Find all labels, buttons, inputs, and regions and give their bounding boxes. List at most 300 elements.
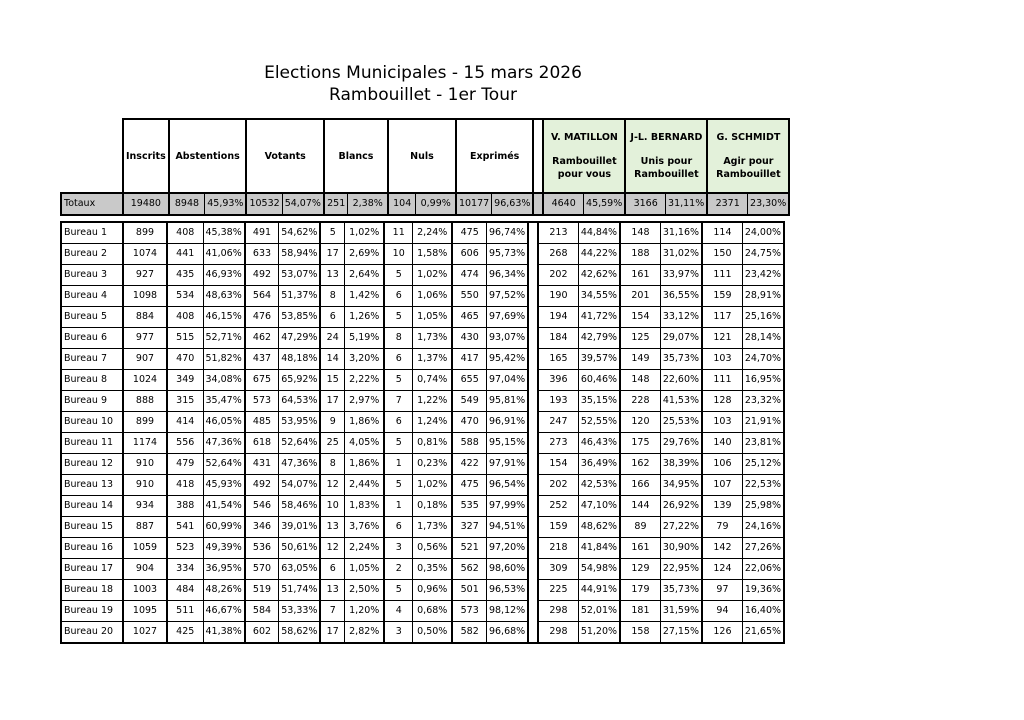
abstentions-pct: 46,67% — [203, 601, 245, 622]
column-gap — [528, 475, 538, 496]
bernard-votes: 179 — [620, 580, 660, 601]
bernard-votes: 144 — [620, 496, 660, 517]
abstentions-count: 408 — [167, 222, 203, 244]
matillon-pct: 51,20% — [578, 622, 620, 644]
votants-count: 462 — [245, 328, 279, 349]
bernard-votes: 120 — [620, 412, 660, 433]
schmidt-pct: 25,16% — [742, 307, 784, 328]
nuls-pct: 0,23% — [412, 454, 452, 475]
bureau-name: Bureau 6 — [61, 328, 123, 349]
nuls-count: 5 — [384, 433, 412, 454]
blancs-count: 13 — [320, 265, 344, 286]
column-gap — [528, 454, 538, 475]
bernard-votes: 149 — [620, 349, 660, 370]
bernard-votes: 129 — [620, 559, 660, 580]
bureau-name: Bureau 13 — [61, 475, 123, 496]
column-gap — [528, 496, 538, 517]
matillon-votes: 252 — [538, 496, 578, 517]
schmidt-pct: 21,65% — [742, 622, 784, 644]
bernard-votes: 161 — [620, 265, 660, 286]
blancs-pct: 1,05% — [344, 559, 384, 580]
bureau-name: Bureau 17 — [61, 559, 123, 580]
nuls-pct: 0,74% — [412, 370, 452, 391]
nuls-pct: 1,02% — [412, 475, 452, 496]
inscrits: 899 — [123, 222, 167, 244]
nuls-count: 10 — [384, 244, 412, 265]
exprimes-pct: 97,69% — [486, 307, 528, 328]
schmidt-pct: 22,06% — [742, 559, 784, 580]
nuls-count: 3 — [384, 538, 412, 559]
nuls-pct: 1,06% — [412, 286, 452, 307]
nuls-count: 11 — [384, 222, 412, 244]
votants-pct: 65,92% — [279, 370, 321, 391]
bureau-name: Bureau 3 — [61, 265, 123, 286]
votants-pct: 54,07% — [279, 475, 321, 496]
bernard-votes: 228 — [620, 391, 660, 412]
column-gap — [528, 328, 538, 349]
inscrits: 934 — [123, 496, 167, 517]
exprimes-pct: 95,42% — [486, 349, 528, 370]
abstentions-pct: 34,08% — [203, 370, 245, 391]
schmidt-pct: 23,81% — [742, 433, 784, 454]
abstentions-count: 515 — [167, 328, 203, 349]
bernard-pct: 22,60% — [660, 370, 702, 391]
schmidt-pct: 16,95% — [742, 370, 784, 391]
votants-pct: 51,37% — [279, 286, 321, 307]
blancs-pct: 3,20% — [344, 349, 384, 370]
matillon-votes: 193 — [538, 391, 578, 412]
nuls-pct: 0,99% — [416, 193, 456, 215]
abstentions-count: 511 — [167, 601, 203, 622]
matillon-pct: 48,62% — [578, 517, 620, 538]
header-candidate-matillon — [543, 119, 625, 193]
inscrits: 899 — [123, 412, 167, 433]
bernard-pct: 22,95% — [660, 559, 702, 580]
inscrits: 1003 — [123, 580, 167, 601]
votants-pct: 58,94% — [279, 244, 321, 265]
schmidt-pct: 24,70% — [742, 349, 784, 370]
votants-count: 491 — [245, 222, 279, 244]
bureau-name: Bureau 19 — [61, 601, 123, 622]
votants-pct: 50,61% — [279, 538, 321, 559]
votants-pct: 58,62% — [279, 622, 321, 644]
matillon-pct: 47,10% — [578, 496, 620, 517]
matillon-pct: 34,55% — [578, 286, 620, 307]
bureau-name: Bureau 1 — [61, 222, 123, 244]
bernard-pct: 36,55% — [660, 286, 702, 307]
exprimes-pct: 95,81% — [486, 391, 528, 412]
candidate-name: J-L. BERNARD — [630, 132, 703, 143]
bernard-votes: 188 — [620, 244, 660, 265]
exprimes-pct: 96,91% — [486, 412, 528, 433]
matillon-votes: 202 — [538, 265, 578, 286]
votants-pct: 48,18% — [279, 349, 321, 370]
blancs-count: 12 — [320, 538, 344, 559]
bureau-name: Totaux — [61, 193, 123, 215]
matillon-votes: 154 — [538, 454, 578, 475]
schmidt-votes: 142 — [702, 538, 742, 559]
blancs-pct: 4,05% — [344, 433, 384, 454]
inscrits: 1095 — [123, 601, 167, 622]
bureau-row — [61, 265, 784, 286]
bureau-name: Bureau 4 — [61, 286, 123, 307]
bernard-pct: 27,15% — [660, 622, 702, 644]
schmidt-pct: 19,36% — [742, 580, 784, 601]
matillon-votes: 4640 — [543, 193, 583, 215]
nuls-pct: 1,58% — [412, 244, 452, 265]
nuls-pct: 1,02% — [412, 265, 452, 286]
abstentions-count: 8948 — [169, 193, 205, 215]
blancs-pct: 1,42% — [344, 286, 384, 307]
blancs-count: 14 — [320, 349, 344, 370]
header-exprimes: Exprimés — [456, 119, 533, 193]
votants-count: 492 — [245, 265, 279, 286]
exprimes-count: 430 — [452, 328, 486, 349]
bureau-row — [61, 328, 784, 349]
exprimes-count: 521 — [452, 538, 486, 559]
column-gap — [528, 370, 538, 391]
nuls-count: 8 — [384, 328, 412, 349]
exprimes-count: 562 — [452, 559, 486, 580]
schmidt-votes: 111 — [702, 370, 742, 391]
abstentions-pct: 36,95% — [203, 559, 245, 580]
votants-pct: 63,05% — [279, 559, 321, 580]
blancs-count: 7 — [320, 601, 344, 622]
matillon-votes: 202 — [538, 475, 578, 496]
nuls-pct: 0,68% — [412, 601, 452, 622]
blancs-count: 9 — [320, 412, 344, 433]
votants-count: 584 — [245, 601, 279, 622]
abstentions-pct: 48,63% — [203, 286, 245, 307]
schmidt-pct: 28,14% — [742, 328, 784, 349]
schmidt-votes: 124 — [702, 559, 742, 580]
exprimes-pct: 94,51% — [486, 517, 528, 538]
nuls-pct: 1,22% — [412, 391, 452, 412]
bureau-name: Bureau 9 — [61, 391, 123, 412]
bureau-row — [61, 286, 784, 307]
nuls-count: 3 — [384, 622, 412, 644]
bernard-votes: 154 — [620, 307, 660, 328]
nuls-count: 4 — [384, 601, 412, 622]
totals-row — [61, 193, 789, 215]
schmidt-pct: 25,98% — [742, 496, 784, 517]
schmidt-pct: 23,30% — [747, 193, 789, 215]
matillon-votes: 213 — [538, 222, 578, 244]
blancs-pct: 1,83% — [344, 496, 384, 517]
votants-count: 346 — [245, 517, 279, 538]
bureau-row — [61, 433, 784, 454]
blancs-count: 8 — [320, 286, 344, 307]
exprimes-pct: 96,68% — [486, 622, 528, 644]
inscrits: 1027 — [123, 622, 167, 644]
nuls-count: 2 — [384, 559, 412, 580]
matillon-votes: 298 — [538, 601, 578, 622]
votants-pct: 53,95% — [279, 412, 321, 433]
abstentions-count: 349 — [167, 370, 203, 391]
bernard-pct: 35,73% — [660, 349, 702, 370]
column-gap — [528, 391, 538, 412]
blancs-pct: 2,97% — [344, 391, 384, 412]
exprimes-count: 417 — [452, 349, 486, 370]
bureau-row — [61, 244, 784, 265]
votants-count: 633 — [245, 244, 279, 265]
abstentions-pct: 46,15% — [203, 307, 245, 328]
schmidt-pct: 25,12% — [742, 454, 784, 475]
votants-count: 564 — [245, 286, 279, 307]
bureau-name: Bureau 8 — [61, 370, 123, 391]
column-gap — [528, 244, 538, 265]
schmidt-votes: 121 — [702, 328, 742, 349]
exprimes-count: 535 — [452, 496, 486, 517]
inscrits: 907 — [123, 349, 167, 370]
matillon-votes: 298 — [538, 622, 578, 644]
votants-pct: 54,62% — [279, 222, 321, 244]
blancs-pct: 5,19% — [344, 328, 384, 349]
blancs-count: 8 — [320, 454, 344, 475]
matillon-votes: 225 — [538, 580, 578, 601]
matillon-pct: 36,49% — [578, 454, 620, 475]
abstentions-pct: 45,93% — [205, 193, 247, 215]
nuls-count: 5 — [384, 307, 412, 328]
bernard-votes: 201 — [620, 286, 660, 307]
column-gap — [528, 222, 538, 244]
blancs-pct: 2,82% — [344, 622, 384, 644]
nuls-pct: 0,35% — [412, 559, 452, 580]
schmidt-pct: 16,40% — [742, 601, 784, 622]
blancs-pct: 2,22% — [344, 370, 384, 391]
abstentions-count: 470 — [167, 349, 203, 370]
matillon-pct: 46,43% — [578, 433, 620, 454]
bernard-votes: 175 — [620, 433, 660, 454]
blancs-count: 6 — [320, 559, 344, 580]
bureau-name: Bureau 11 — [61, 433, 123, 454]
column-gap — [528, 601, 538, 622]
exprimes-count: 582 — [452, 622, 486, 644]
bernard-pct: 29,07% — [660, 328, 702, 349]
column-gap — [533, 193, 543, 215]
abstentions-pct: 41,38% — [203, 622, 245, 644]
bureau-name: Bureau 18 — [61, 580, 123, 601]
inscrits: 888 — [123, 391, 167, 412]
matillon-pct: 52,55% — [578, 412, 620, 433]
exprimes-pct: 95,15% — [486, 433, 528, 454]
schmidt-votes: 97 — [702, 580, 742, 601]
bernard-pct: 31,16% — [660, 222, 702, 244]
schmidt-votes: 107 — [702, 475, 742, 496]
matillon-votes: 159 — [538, 517, 578, 538]
bureau-row — [61, 559, 784, 580]
bernard-pct: 25,53% — [660, 412, 702, 433]
header-gap — [533, 119, 543, 193]
nuls-pct: 1,37% — [412, 349, 452, 370]
inscrits: 887 — [123, 517, 167, 538]
bernard-votes: 89 — [620, 517, 660, 538]
blancs-count: 25 — [320, 433, 344, 454]
matillon-pct: 39,57% — [578, 349, 620, 370]
abstentions-pct: 60,99% — [203, 517, 245, 538]
abstentions-pct: 46,05% — [203, 412, 245, 433]
nuls-pct: 0,96% — [412, 580, 452, 601]
document-subtitle: Rambouillet - 1er Tour — [329, 85, 517, 105]
candidate-name: G. SCHMIDT — [716, 132, 781, 143]
nuls-count: 6 — [384, 412, 412, 433]
schmidt-votes: 117 — [702, 307, 742, 328]
schmidt-pct: 23,42% — [742, 265, 784, 286]
header-nuls: Nuls — [388, 119, 456, 193]
bernard-pct: 30,90% — [660, 538, 702, 559]
matillon-pct: 44,84% — [578, 222, 620, 244]
blancs-count: 13 — [320, 517, 344, 538]
abstentions-count: 484 — [167, 580, 203, 601]
inscrits: 884 — [123, 307, 167, 328]
schmidt-votes: 106 — [702, 454, 742, 475]
abstentions-count: 315 — [167, 391, 203, 412]
votants-count: 485 — [245, 412, 279, 433]
inscrits: 977 — [123, 328, 167, 349]
inscrits: 1098 — [123, 286, 167, 307]
votants-pct: 51,74% — [279, 580, 321, 601]
schmidt-votes: 79 — [702, 517, 742, 538]
blancs-count: 15 — [320, 370, 344, 391]
candidate-list-line2: Rambouillet — [716, 169, 781, 180]
votants-pct: 47,29% — [279, 328, 321, 349]
schmidt-pct: 23,32% — [742, 391, 784, 412]
header-votants: Votants — [246, 119, 323, 193]
matillon-pct: 54,98% — [578, 559, 620, 580]
column-gap — [528, 538, 538, 559]
matillon-pct: 35,15% — [578, 391, 620, 412]
votants-count: 618 — [245, 433, 279, 454]
exprimes-count: 475 — [452, 222, 486, 244]
results-bureau-table — [60, 221, 785, 644]
schmidt-votes: 159 — [702, 286, 742, 307]
blancs-pct: 1,02% — [344, 222, 384, 244]
column-gap — [528, 622, 538, 644]
votants-pct: 53,33% — [279, 601, 321, 622]
schmidt-pct: 24,16% — [742, 517, 784, 538]
bureau-row — [61, 454, 784, 475]
bureau-name: Bureau 7 — [61, 349, 123, 370]
abstentions-pct: 41,54% — [203, 496, 245, 517]
inscrits: 927 — [123, 265, 167, 286]
abstentions-count: 425 — [167, 622, 203, 644]
blancs-count: 10 — [320, 496, 344, 517]
abstentions-pct: 45,93% — [203, 475, 245, 496]
abstentions-count: 334 — [167, 559, 203, 580]
blancs-count: 17 — [320, 622, 344, 644]
votants-pct: 47,36% — [279, 454, 321, 475]
candidate-name: V. MATILLON — [550, 132, 618, 143]
exprimes-count: 501 — [452, 580, 486, 601]
exprimes-pct: 96,53% — [486, 580, 528, 601]
bernard-votes: 162 — [620, 454, 660, 475]
exprimes-count: 549 — [452, 391, 486, 412]
schmidt-votes: 140 — [702, 433, 742, 454]
schmidt-votes: 150 — [702, 244, 742, 265]
votants-count: 602 — [245, 622, 279, 644]
bureau-row — [61, 475, 784, 496]
matillon-votes: 309 — [538, 559, 578, 580]
bernard-pct: 31,59% — [660, 601, 702, 622]
nuls-count: 6 — [384, 349, 412, 370]
header-blancs: Blancs — [324, 119, 388, 193]
votants-count: 675 — [245, 370, 279, 391]
bureau-name: Bureau 2 — [61, 244, 123, 265]
header-candidate-bernard — [625, 119, 707, 193]
bureau-row — [61, 580, 784, 601]
abstentions-pct: 41,06% — [203, 244, 245, 265]
column-gap — [528, 559, 538, 580]
bureau-name: Bureau 20 — [61, 622, 123, 644]
exprimes-pct: 96,74% — [486, 222, 528, 244]
exprimes-count: 10177 — [456, 193, 492, 215]
bureau-row — [61, 538, 784, 559]
inscrits: 904 — [123, 559, 167, 580]
blancs-pct: 1,20% — [344, 601, 384, 622]
bernard-pct: 26,92% — [660, 496, 702, 517]
schmidt-votes: 126 — [702, 622, 742, 644]
abstentions-count: 534 — [167, 286, 203, 307]
schmidt-votes: 94 — [702, 601, 742, 622]
inscrits: 1059 — [123, 538, 167, 559]
nuls-pct: 1,05% — [412, 307, 452, 328]
blancs-pct: 2,69% — [344, 244, 384, 265]
bureau-row — [61, 222, 784, 244]
blancs-count: 6 — [320, 307, 344, 328]
exprimes-pct: 97,99% — [486, 496, 528, 517]
exprimes-count: 474 — [452, 265, 486, 286]
abstentions-count: 479 — [167, 454, 203, 475]
bernard-votes: 181 — [620, 601, 660, 622]
candidate-list-line2: Rambouillet — [634, 169, 699, 180]
exprimes-pct: 93,07% — [486, 328, 528, 349]
nuls-count: 104 — [388, 193, 416, 215]
exprimes-count: 550 — [452, 286, 486, 307]
blancs-pct: 2,64% — [344, 265, 384, 286]
bureau-row — [61, 517, 784, 538]
nuls-count: 1 — [384, 496, 412, 517]
document-title: Elections Municipales - 15 mars 2026 — [264, 63, 582, 83]
matillon-pct: 42,53% — [578, 475, 620, 496]
header-corner — [61, 119, 123, 193]
exprimes-count: 588 — [452, 433, 486, 454]
votants-pct: 52,64% — [279, 433, 321, 454]
abstentions-pct: 48,26% — [203, 580, 245, 601]
schmidt-votes: 114 — [702, 222, 742, 244]
matillon-votes: 218 — [538, 538, 578, 559]
column-gap — [528, 433, 538, 454]
bernard-pct: 27,22% — [660, 517, 702, 538]
schmidt-votes: 103 — [702, 412, 742, 433]
votants-pct: 39,01% — [279, 517, 321, 538]
bernard-pct: 33,12% — [660, 307, 702, 328]
schmidt-pct: 21,91% — [742, 412, 784, 433]
abstentions-pct: 52,64% — [203, 454, 245, 475]
abstentions-pct: 47,36% — [203, 433, 245, 454]
inscrits: 910 — [123, 454, 167, 475]
matillon-votes: 184 — [538, 328, 578, 349]
bureau-name: Bureau 14 — [61, 496, 123, 517]
matillon-pct: 44,91% — [578, 580, 620, 601]
bureau-row — [61, 601, 784, 622]
matillon-votes: 247 — [538, 412, 578, 433]
column-gap — [528, 265, 538, 286]
bureau-row — [61, 349, 784, 370]
nuls-count: 5 — [384, 265, 412, 286]
matillon-pct: 42,79% — [578, 328, 620, 349]
bernard-pct: 41,53% — [660, 391, 702, 412]
exprimes-count: 475 — [452, 475, 486, 496]
